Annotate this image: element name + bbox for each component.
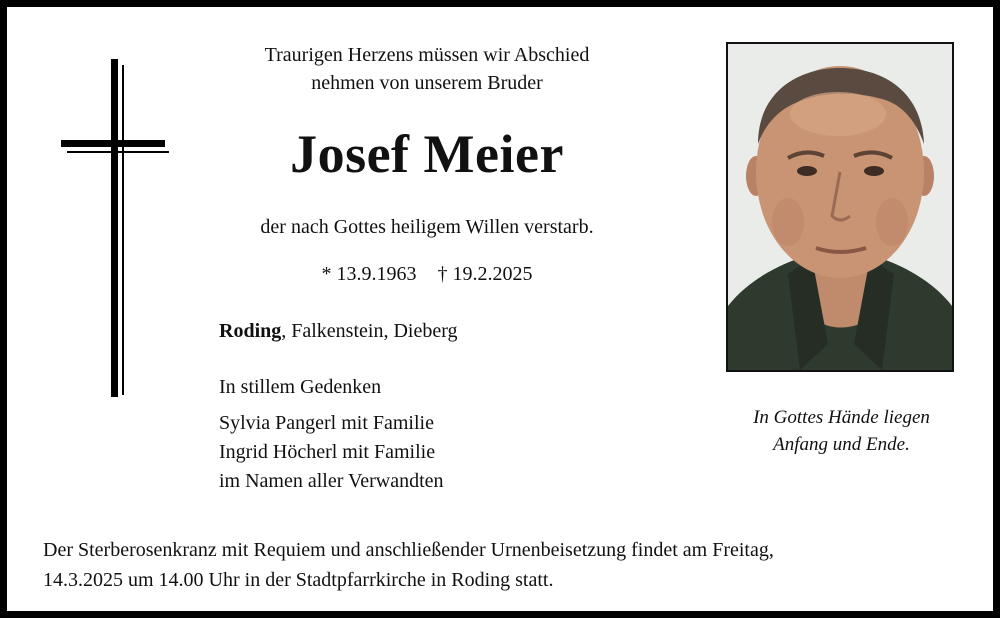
motto-text [719,404,964,458]
birth-date: * 13.9.1963 [321,263,417,285]
life-dates [177,260,677,288]
motto-line-1: In Gottes Hände liegen [753,407,930,428]
death-date: † 19.2.2025 [437,263,533,285]
mourners-heading: In stillem Gedenken [219,376,382,398]
deceased-subtitle: der nach Gottes heiligem Willen verstarb. [260,216,594,238]
funeral-notice [43,535,983,595]
notice-line-2: 14.3.2025 um 14.00 Uhr in der Stadtpfarrkirche in Roding statt. [43,569,554,591]
cross-icon [61,59,173,401]
intro-line-2: nehmen von unserem Bruder [311,72,543,94]
notice-line-1: Der Sterberosenkranz mit Requiem und anschließender Urnenbeisetzung findet am Freitag, [43,539,774,561]
mourner-line: Sylvia Pangerl mit Familie [219,412,434,434]
place-main: Roding [219,320,282,342]
intro-text [197,41,657,97]
intro-line-1: Traurigen Herzens müssen wir Abschied [264,44,590,66]
deceased-name: Josef Meier [290,124,564,184]
mourner-line: im Namen aller Verwandten [219,470,444,492]
mourner-line: Ingrid Höcherl mit Familie [219,441,436,463]
places-line [219,317,458,345]
portrait-photo [726,42,954,372]
place-rest: , Falkenstein, Dieberg [281,320,458,342]
mourners-block [219,373,444,496]
motto-line-2: Anfang und Ende. [773,434,910,455]
